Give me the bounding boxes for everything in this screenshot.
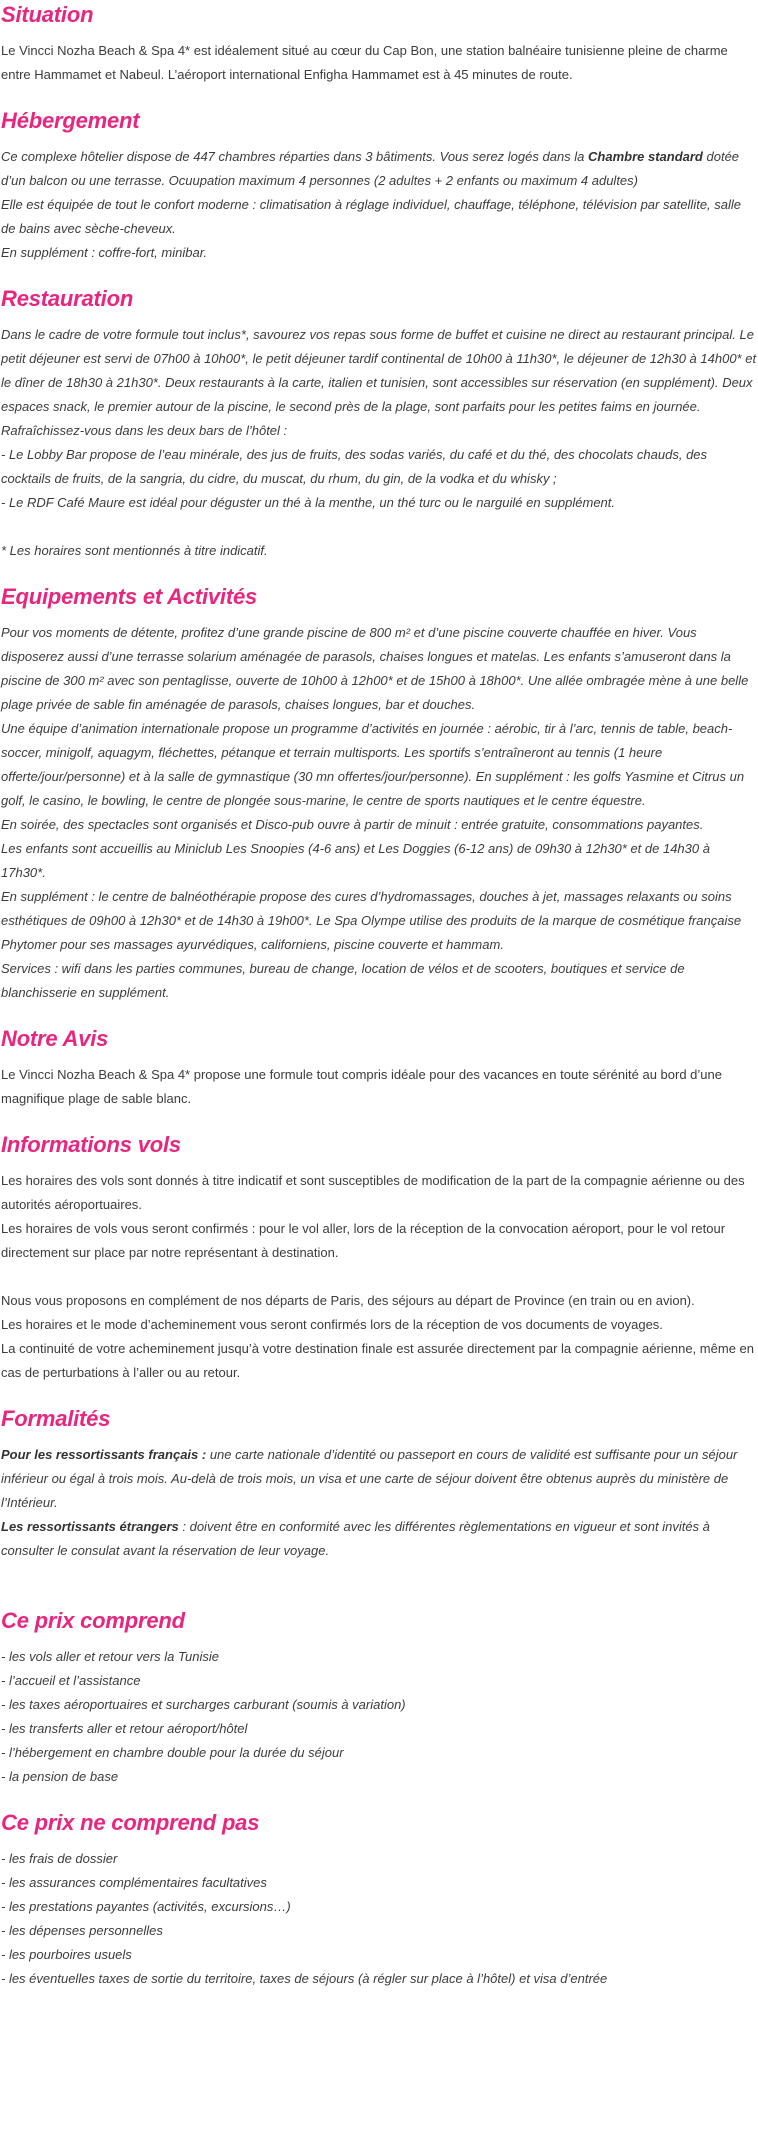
paragraph: Elle est équipée de tout le confort moderne : climatisation à réglage individuel, chauffage, téléphone, télévision par satellite, salle de bains avec sèche-cheveux. [1, 197, 742, 236]
paragraph: Le Vincci Nozha Beach & Spa 4* est idéalement situé au cœur du Cap Bon, une station balnéaire tunisienne pleine de charme entre Hammamet et Nabeul. L’aéroport international Enfigha Hammamet est à 45 minutes de route. [1, 43, 728, 82]
section-prix-ne-comprend-pas [1, 1808, 757, 1991]
section-restauration [1, 284, 757, 563]
bold-label: Les ressortissants étrangers [1, 1519, 179, 1534]
section-avis [1, 1024, 757, 1111]
paragraph: Les enfants sont accueillis au Miniclub Les Snoopies (4-6 ans) et Les Doggies (6-12 ans) de 09h30 à 12h30* et de 14h30 à 17h30*. [1, 841, 710, 880]
section-title: Ce prix ne comprend pas [1, 1810, 260, 1835]
paragraph: Les horaires des vols sont donnés à titre indicatif et sont susceptibles de modification de la part de la compagnie aérienne ou des autorités aéroportuaires. [1, 1173, 745, 1212]
paragraph: Nous vous proposons en complément de nos départs de Paris, des séjours au départ de Province (en train ou en avion). [1, 1293, 695, 1308]
paragraph: En supplément : coffre-fort, minibar. [1, 245, 208, 260]
section-formalites [1, 1404, 757, 1563]
paragraph: Rafraîchissez-vous dans les deux bars de l’hôtel : [1, 423, 288, 438]
paragraph: Pour vos moments de détente, profitez d’une grande piscine de 800 m² et d’une piscine couverte chauffée en hiver. Vous disposerez aussi d’une terrasse solarium aménagée de parasols, chaises longues et matelas. Les enfants s’amuseront dans la piscine de 300 m² avec son pentaglisse, ouverte de 10h00 à 12h00* et de 15h00 à 18h00*. Une allée ombragée mène à une belle plage privée de sable fin aménagée de parasols, chaises longues, bar et douches. [1, 625, 749, 712]
included-list [1, 1645, 757, 1789]
paragraph [1, 1515, 757, 1563]
paragraph: En supplément : le centre de balnéothérapie propose des cures d’hydromassages, douches à jet, massages relaxants ou soins esthétiques de 09h00 à 12h30* et de 14h30 à 19h00*. Le Spa Olympe utilise des produits de la marque de cosmétique française Phytomer pour ses massages ayurvédiques, californiens, piscine couverte et hammam. [1, 889, 742, 952]
list-item: - les dépenses personnelles [1, 1923, 163, 1938]
footnote: * Les horaires sont mentionnés à titre indicatif. [1, 543, 268, 558]
paragraph: Services : wifi dans les parties communes, bureau de change, location de vélos et de scooters, boutiques et service de blanchisserie en supplément. [1, 961, 685, 1000]
excluded-list [1, 1847, 757, 1991]
spacer [1, 515, 757, 539]
paragraph [1, 1443, 757, 1515]
list-item: - l’accueil et l’assistance [1, 1673, 141, 1688]
paragraph: Le Vincci Nozha Beach & Spa 4* propose une formule tout compris idéale pour des vacances en toute sérénité au bord d’une magnifique plage de sable blanc. [1, 1067, 722, 1106]
paragraph [1, 145, 757, 193]
list-item: - la pension de base [1, 1769, 119, 1784]
paragraph: Les horaires de vols vous seront confirmés : pour le vol aller, lors de la réception de la convocation aéroport, pour le vol retour directement sur place par notre représentant à destination. [1, 1221, 726, 1260]
spacer [1, 1265, 757, 1289]
text-span: une carte nationale d’identité ou passeport en cours de validité est suffisante pour un séjour inférieur ou égal à trois mois. Au-delà de trois mois, un visa et une carte de séjour doivent être obtenus auprès du ministère de l’Intérieur. [1, 1447, 738, 1510]
section-title: Restauration [1, 286, 134, 311]
text-span: : doivent être en conformité avec les différentes règlementations en vigueur et sont invités à consulter le consulat avant la réservation de leur voyage. [1, 1519, 710, 1558]
section-title: Situation [1, 2, 94, 27]
section-title: Hébergement [1, 108, 140, 133]
bold-label: Pour les ressortissants français : [1, 1447, 207, 1462]
section-hebergement [1, 106, 757, 265]
paragraph: En soirée, des spectacles sont organisés et Disco-pub ouvre à partir de minuit : entrée gratuite, consommations payantes. [1, 817, 704, 832]
text-span: Ce complexe hôtelier dispose de 447 chambres réparties dans 3 bâtiments. Vous serez logés dans la [1, 149, 589, 164]
section-title: Formalités [1, 1406, 111, 1431]
section-prix-comprend [1, 1606, 757, 1789]
section-title: Notre Avis [1, 1026, 109, 1051]
paragraph: Dans le cadre de votre formule tout inclus*, savourez vos repas sous forme de buffet et cuisine ne direct au restaurant principal. Le petit déjeuner est servi de 07h00 à 10h00*, le petit déjeuner tardif continental de 10h00 à 11h30*, le déjeuner de 12h30 à 14h00* et le dîner de 18h30 à 21h30*. Deux restaurants à la carte, italien et tunisien, sont accessibles sur réservation (en supplément). Deux espaces snack, le premier autour de la piscine, le second près de la plage, sont parfaits pour les petites faims en journée. [1, 327, 757, 414]
section-title: Equipements et Activités [1, 584, 258, 609]
text-span: dotée d’un balcon ou une terrasse. Ocuupation maximum 4 personnes (2 adultes + 2 enfants ou maximum 4 adultes) [1, 149, 740, 188]
list-item: - l’hébergement en chambre double pour la durée du séjour [1, 1745, 344, 1760]
section-equipements [1, 582, 757, 1005]
room-type: Chambre standard [588, 149, 703, 164]
paragraph: - Le RDF Café Maure est idéal pour déguster un thé à la menthe, un thé turc ou le narguilé en supplément. [1, 495, 616, 510]
list-item: - les pourboires usuels [1, 1947, 132, 1962]
section-informations-vols [1, 1130, 757, 1385]
list-item: - les taxes aéroportuaires et surcharges carburant (soumis à variation) [1, 1697, 406, 1712]
paragraph: La continuité de votre acheminement jusqu’à votre destination finale est assurée directement par la compagnie aérienne, même en cas de perturbations à l’aller ou au retour. [1, 1341, 754, 1380]
list-item: - les vols aller et retour vers la Tunisie [1, 1649, 219, 1664]
list-item: - les prestations payantes (activités, excursions…) [1, 1899, 291, 1914]
list-item: - les éventuelles taxes de sortie du territoire, taxes de séjours (à régler sur place à l’hôtel) et visa d’entrée [1, 1971, 608, 1986]
section-title: Informations vols [1, 1132, 181, 1157]
list-item: - les transferts aller et retour aéroport/hôtel [1, 1721, 248, 1736]
paragraph: Les horaires et le mode d’acheminement vous seront confirmés lors de la réception de vos documents de voyages. [1, 1317, 663, 1332]
section-situation [1, 0, 757, 87]
list-item: - les frais de dossier [1, 1851, 118, 1866]
section-title: Ce prix comprend [1, 1608, 185, 1633]
paragraph: - Le Lobby Bar propose de l’eau minérale, des jus de fruits, des sodas variés, du café et du thé, des chocolats chauds, des cocktails de fruits, de la sangria, du cidre, du muscat, du rhum, du gin, de la vodka et du whisky ; [1, 447, 708, 486]
paragraph: Une équipe d’animation internationale propose un programme d’activités en journée : aérobic, tir à l’arc, tennis de table, beach-soccer, minigolf, aquagym, fléchettes, pétanque et terrain multisports. Les sportifs s’entraîneront au tennis (1 heure offerte/jour/personne) et à la salle de gymnastique (30 mn offertes/jour/personne). En supplément : les golfs Yasmine et Citrus un golf, le casino, le bowling, le centre de plongée sous-marine, le centre de sports nautiques et le centre équestre. [1, 721, 745, 808]
list-item: - les assurances complémentaires facultatives [1, 1875, 267, 1890]
